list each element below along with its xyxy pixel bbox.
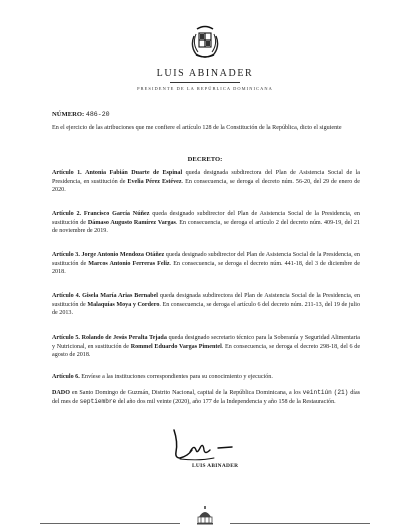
- article-replaced: Evelia Pérez Estévez: [127, 178, 182, 185]
- article-text: queda designado subdirector del Plan de Asistencia Social de la Presidencia, en sustitución de: [52, 211, 360, 226]
- article-replaced: Marcos Antonio Ferreras Feliz: [88, 260, 170, 267]
- article-person: Rolando de Jesús Peralta Tejada: [81, 335, 167, 341]
- article-label: Artículo 5.: [52, 335, 80, 341]
- article-text: queda designada subdirectora del Plan de Asistencia Social de la Presidencia, en sustitución de: [52, 293, 360, 308]
- decree-number: [52, 111, 110, 118]
- article-replaced: Rommel Eduardo Vargas Pimentel: [130, 343, 222, 350]
- dado-text: del año dos mil veinte (2020), año 177 de la Independencia y año 158 de la Restauración.: [117, 398, 336, 405]
- footer-divider-right: [230, 523, 370, 524]
- decree-heading: DECRETO:: [187, 156, 223, 163]
- dado-label: DADO: [52, 390, 70, 396]
- article-2: [52, 210, 360, 236]
- article-label: Artículo 6.: [52, 374, 80, 380]
- article-6: [52, 373, 360, 382]
- header-name: LUIS ABINADER: [156, 68, 254, 79]
- dado-clause: [52, 389, 360, 406]
- article-text-end: . En consecuencia, se deroga el decreto 298-18, del 6 de agosto de 2018.: [52, 343, 361, 359]
- article-person: Jorge Antonio Mendoza Otáñez: [81, 252, 165, 258]
- header-divider: [170, 82, 240, 83]
- dado-day-number: (21): [333, 389, 349, 396]
- article-text: queda designada subdirectora del Plan de Asistencia Social de la Presidencia, en sustitución de: [52, 170, 360, 185]
- decree-number-label: NÚMERO:: [52, 111, 85, 118]
- decree-number-value: 486-20: [85, 111, 110, 118]
- dado-day-word: veintiún: [302, 389, 332, 396]
- article-text-end: . En consecuencia, se deroga el artículo 2 del decreto núm. 409-19, del 21 de noviembre de 2019.: [52, 219, 361, 235]
- signature-name: LUIS ABINADER: [192, 463, 239, 469]
- article-text: queda designado subdirector del Plan de Asistencia Social de la Presidencia, en sustitución de: [52, 252, 360, 267]
- article-text: Envíese a las instituciones correspondientes para su conocimiento y ejecución.: [81, 374, 273, 380]
- article-label: Artículo 2.: [52, 211, 82, 217]
- article-label: Artículo 4.: [52, 293, 81, 299]
- article-replaced: Malaquías Moya y Cordero: [87, 301, 160, 308]
- article-replaced: Dámaso Augusto Ramírez Vargas: [87, 219, 176, 226]
- article-person: Francisco García Núñez: [83, 211, 150, 217]
- footer-divider-left: [40, 523, 180, 524]
- decree-intro: En el ejercicio de las atribuciones que me confiere el artículo 128 de la Constitución de la República, dicto el siguiente: [52, 125, 342, 131]
- article-4: [52, 292, 360, 318]
- coat-of-arms-icon: [188, 22, 222, 60]
- dado-month: septiembre: [79, 397, 117, 405]
- dado-text: días del mes de: [52, 390, 361, 405]
- article-label: Artículo 1.: [52, 170, 82, 176]
- article-label: Artículo 3.: [52, 252, 80, 258]
- dado-text: en Santo Domingo de Guzmán, Distrito Nacional, capital de la República Dominicana, a los: [71, 390, 301, 396]
- article-text-end: . En consecuencia, se deroga el decreto núm. 441-18, del 3 de diciembre de 2018.: [52, 260, 360, 276]
- article-text: queda designado secretario técnico para la Soberanía y Seguridad Alimentaria y Nutricional, en sustitución de: [52, 335, 360, 350]
- handwritten-signature: [170, 428, 250, 462]
- header-title: PRESIDENTE DE LA REPÚBLICA DOMINICANA: [137, 86, 273, 91]
- palace-emblem-icon: [196, 505, 214, 525]
- article-person: Antonia Fabián Duarte de Espinal: [85, 170, 183, 176]
- article-1: [52, 169, 360, 195]
- article-person: Gisela María Arias Bernabel: [82, 293, 158, 299]
- article-text-end: . En consecuencia, se deroga el artículo 6 del decreto núm. 211-13, del 19 de julio de 2013.: [52, 301, 360, 317]
- article-text-end: . En consecuencia, se deroga el decreto núm. 56-20, del 29 de enero de 2020.: [52, 178, 361, 194]
- article-5: [52, 334, 360, 360]
- article-3: [52, 251, 360, 277]
